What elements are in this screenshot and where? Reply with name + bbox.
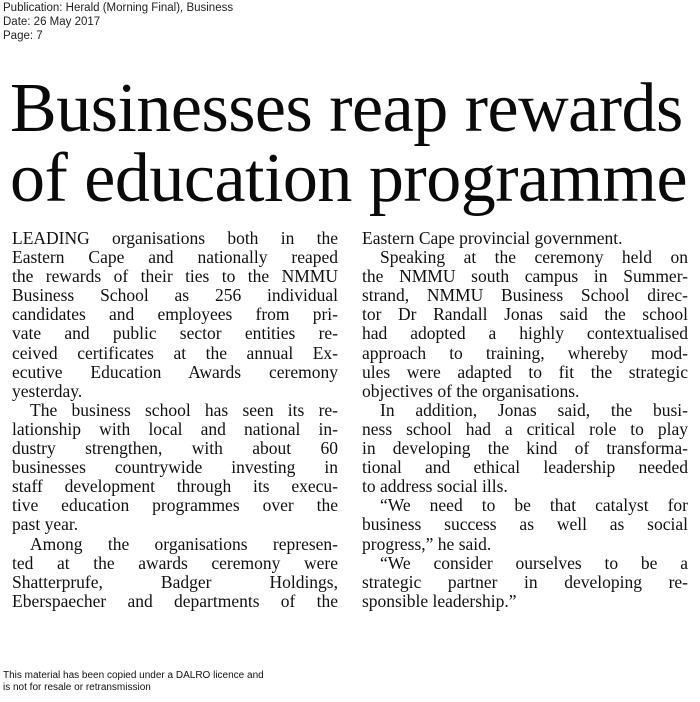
body-line: tor Dr Randall Jonas said the school: [362, 304, 688, 325]
headline-line-1: Businesses reap rewards: [10, 70, 683, 147]
headline-line-2: of education programme: [10, 140, 688, 217]
copyright-notice: [3, 670, 264, 694]
body-line: ecutive Education Awards ceremony: [12, 361, 338, 382]
copyright-line-2: is not for resale or retransmission: [3, 682, 151, 693]
publication-date: Date: 26 May 2017: [3, 16, 101, 28]
article-column-right: [362, 229, 688, 611]
body-line: Speaking at the ceremony held on: [380, 247, 688, 268]
body-line: the rewards of their ties to the NMMU: [12, 266, 338, 287]
body-line: had adopted a highly contextualised: [362, 323, 688, 344]
copyright-line-1: This material has been copied under a DALRO licence and: [3, 670, 264, 681]
body-line: vate and public sector entities re-: [12, 323, 338, 344]
body-line: to address social ills.: [362, 476, 508, 497]
body-line: approach to training, whereby mod-: [362, 342, 688, 363]
body-line: Eastern Cape and nationally reaped: [12, 247, 338, 268]
body-line: “We consider ourselves to be a: [380, 552, 688, 573]
body-line: businesses countrywide investing in: [12, 457, 338, 478]
body-line: past year.: [12, 514, 79, 535]
body-line: tional and ethical leadership needed: [362, 457, 688, 478]
body-line: the NMMU south campus in Summer-: [362, 266, 688, 287]
body-line: lationship with local and national in-: [12, 418, 338, 439]
body-line: ules were adapted to fit the strategic: [362, 361, 688, 382]
article-column-left: [12, 229, 338, 611]
body-line: In addition, Jonas said, the busi-: [380, 399, 688, 420]
publication-name: Publication: Herald (Morning Final), Business: [3, 2, 234, 14]
body-line: Among the organisations represen-: [30, 533, 338, 554]
publication-info: [3, 1, 233, 43]
body-line: tive education programmes over the: [12, 495, 338, 516]
body-line: staff development through its execu-: [12, 476, 338, 497]
body-line: dustry strengthen, with about 60: [12, 438, 338, 459]
body-line: The business school has seen its re-: [30, 399, 338, 420]
body-line: “We need to be that catalyst for: [380, 495, 688, 516]
body-line: in developing the kind of transforma-: [362, 438, 688, 459]
body-line: yesterday.: [12, 380, 83, 401]
body-line: strand, NMMU Business School direc-: [362, 285, 688, 306]
body-line: business success as well as social: [362, 514, 688, 535]
body-line: objectives of the organisations.: [362, 380, 580, 401]
body-line: sponsible leadership.”: [362, 590, 517, 611]
body-line: Business School as 256 individual: [12, 285, 338, 306]
article-headline: [10, 70, 688, 217]
publication-page: Page: 7: [3, 30, 43, 42]
body-line: ceived certificates at the annual Ex-: [12, 342, 338, 363]
body-line: ness school had a critical role to play: [362, 418, 688, 439]
body-line: Eastern Cape provincial government.: [362, 228, 623, 248]
body-line: ted at the awards ceremony were: [12, 552, 338, 573]
body-line: strategic partner in developing re-: [362, 571, 688, 592]
body-line: Eberspaecher and departments of the: [12, 590, 338, 611]
body-line: candidates and employees from pri-: [12, 304, 338, 325]
body-line: progress,” he said.: [362, 533, 492, 554]
body-line: Shatterprufe, Badger Holdings,: [12, 571, 338, 592]
body-line: LEADING organisations both in the: [12, 228, 338, 248]
